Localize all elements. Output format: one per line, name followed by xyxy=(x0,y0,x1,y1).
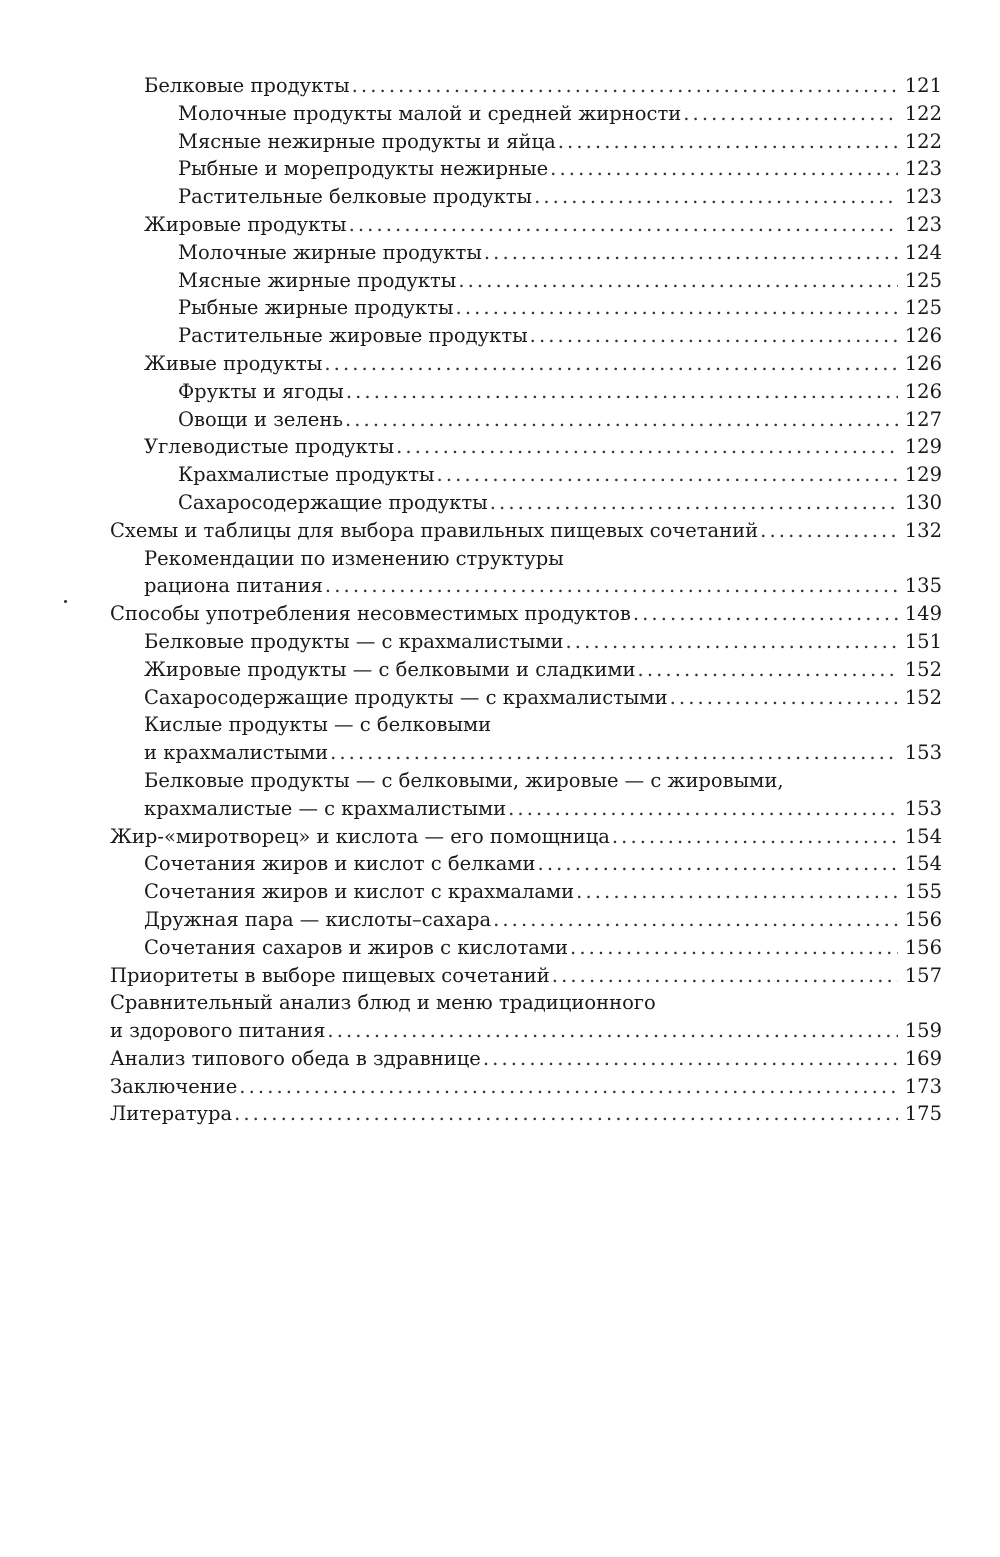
toc-entry-title: Сочетания жиров и кислот с крахмалами xyxy=(144,880,575,904)
toc-entry-line xyxy=(110,823,942,851)
toc-entry-page-number: 135 xyxy=(904,574,942,598)
toc-entry-page-number: 126 xyxy=(904,324,942,348)
toc-entry-page-number: 154 xyxy=(904,852,942,876)
dot-leader xyxy=(456,294,898,322)
toc-entry[interactable] xyxy=(110,600,942,628)
dot-leader xyxy=(396,433,898,461)
toc-entry-page-number: 126 xyxy=(904,379,942,403)
toc-entry-page-number: 149 xyxy=(904,602,942,626)
toc-entry[interactable] xyxy=(110,684,942,712)
toc-entry-line xyxy=(110,1017,942,1045)
toc-entry-page-number: 157 xyxy=(904,963,942,987)
toc-entry[interactable] xyxy=(110,1100,942,1128)
dot-leader xyxy=(534,183,898,211)
toc-entry-line xyxy=(144,628,942,656)
toc-entry-page-number: 153 xyxy=(904,796,942,820)
toc-entry-line xyxy=(178,378,942,406)
dot-leader xyxy=(570,934,898,962)
toc-entry-page-number: 127 xyxy=(904,407,942,431)
toc-entry-line xyxy=(110,517,942,545)
toc-entry-title: Сахаросодержащие продукты xyxy=(178,490,488,514)
toc-entry-line xyxy=(110,1045,942,1073)
toc-entry-line xyxy=(144,878,942,906)
toc-entry-page-number: 159 xyxy=(904,1019,942,1043)
toc-entry[interactable] xyxy=(110,433,942,461)
toc-entry-title: крахмалистые — с крахмалистыми xyxy=(144,796,507,820)
toc-entry-page-number: 132 xyxy=(904,518,942,542)
table-of-contents xyxy=(110,72,942,1128)
dot-leader xyxy=(538,850,898,878)
toc-entry[interactable] xyxy=(110,294,942,322)
dot-leader xyxy=(349,211,898,239)
toc-entry-title: Рыбные жирные продукты xyxy=(178,296,454,320)
toc-entry-title: Сахаросодержащие продукты — с крахмалистыми xyxy=(144,685,668,709)
toc-entry-title: Анализ типового обеда в здравнице xyxy=(110,1046,481,1070)
toc-entry-title: и крахмалистыми xyxy=(144,741,329,765)
dot-leader xyxy=(437,461,898,489)
toc-entry[interactable] xyxy=(110,350,942,378)
toc-entry[interactable] xyxy=(110,489,942,517)
dot-leader xyxy=(493,906,898,934)
dot-leader xyxy=(558,128,898,156)
toc-entry-page-number: 154 xyxy=(904,824,942,848)
toc-entry-page-number: 125 xyxy=(904,268,942,292)
toc-entry[interactable] xyxy=(110,1045,942,1073)
toc-entry-line xyxy=(144,572,942,600)
toc-entry-page-number: 153 xyxy=(904,741,942,765)
dot-leader xyxy=(638,656,898,684)
toc-entry[interactable] xyxy=(110,128,942,156)
toc-entry-page-number: 122 xyxy=(904,101,942,125)
toc-entry-title-line1: Белковые продукты — с белковыми, жировые — с жировыми, xyxy=(144,768,784,792)
toc-entry[interactable] xyxy=(110,656,942,684)
toc-entry-title: Жировые продукты — с белковыми и сладкими xyxy=(144,657,636,681)
toc-entry-page-number: 130 xyxy=(904,490,942,514)
toc-entry-line xyxy=(110,962,942,990)
toc-entry[interactable] xyxy=(110,183,942,211)
toc-entry[interactable] xyxy=(110,406,942,434)
toc-entry[interactable] xyxy=(110,878,942,906)
toc-entry-line xyxy=(144,795,942,823)
toc-entry-line xyxy=(178,239,942,267)
dot-leader xyxy=(330,739,898,767)
toc-entry-page-number: 152 xyxy=(904,657,942,681)
toc-entry[interactable] xyxy=(110,767,942,823)
toc-entry-line xyxy=(144,211,942,239)
dot-leader xyxy=(670,684,898,712)
toc-entry-line xyxy=(178,183,942,211)
toc-entry-title: Сочетания сахаров и жиров с кислотами xyxy=(144,935,569,959)
toc-entry-line xyxy=(144,684,942,712)
toc-entry-title: Жировые продукты xyxy=(144,212,347,236)
dot-leader xyxy=(234,1100,898,1128)
toc-entry[interactable] xyxy=(110,100,942,128)
toc-entry-line xyxy=(144,850,942,878)
toc-entry-page-number: 123 xyxy=(904,157,942,181)
toc-entry-line xyxy=(178,155,942,183)
toc-entry-line xyxy=(178,461,942,489)
toc-entry-page-number: 156 xyxy=(904,935,942,959)
dot-leader xyxy=(508,795,898,823)
toc-entry-page-number: 124 xyxy=(904,240,942,264)
toc-entry[interactable] xyxy=(110,322,942,350)
dot-leader xyxy=(352,72,898,100)
toc-entry[interactable] xyxy=(110,239,942,267)
dot-leader xyxy=(327,1017,898,1045)
dot-leader xyxy=(633,600,898,628)
toc-entry-page-number: 152 xyxy=(904,685,942,709)
toc-entry-page-number: 123 xyxy=(904,212,942,236)
toc-entry-page-number: 122 xyxy=(904,129,942,153)
toc-entry-title: Крахмалистые продукты xyxy=(178,463,435,487)
toc-entry-line xyxy=(178,294,942,322)
toc-entry-line xyxy=(110,1100,942,1128)
toc-entry-line xyxy=(178,128,942,156)
toc-entry-line xyxy=(110,600,942,628)
toc-entry-line xyxy=(178,100,942,128)
dot-leader xyxy=(324,350,898,378)
toc-entry-title: Фрукты и ягоды xyxy=(178,379,344,403)
toc-entry-page-number: 126 xyxy=(904,351,942,375)
toc-entry-title: Мясные жирные продукты xyxy=(178,268,457,292)
toc-entry-title: Жир-«миротворец» и кислота — его помощница xyxy=(110,824,610,848)
dot-leader xyxy=(566,628,899,656)
dot-leader xyxy=(458,267,898,295)
dot-leader xyxy=(550,155,898,183)
toc-entry[interactable] xyxy=(110,962,942,990)
toc-entry-title: Схемы и таблицы для выбора правильных пищевых сочетаний xyxy=(110,518,759,542)
toc-entry-title: Литература xyxy=(110,1102,233,1126)
toc-entry-title: Живые продукты xyxy=(144,351,323,375)
toc-entry-title: Овощи и зелень xyxy=(178,407,343,431)
toc-entry-line xyxy=(178,322,942,350)
toc-entry-title: Способы употребления несовместимых продуктов xyxy=(110,602,631,626)
toc-entry[interactable] xyxy=(110,72,942,100)
toc-entry-page-number: 173 xyxy=(904,1074,942,1098)
toc-entry[interactable] xyxy=(110,823,942,851)
dot-leader xyxy=(345,406,898,434)
dot-leader xyxy=(484,239,898,267)
toc-entry-title: Молочные жирные продукты xyxy=(178,240,482,264)
toc-entry[interactable] xyxy=(110,711,942,767)
dot-leader xyxy=(612,823,898,851)
toc-entry-title: Рыбные и морепродукты нежирные xyxy=(178,157,549,181)
toc-entry-line xyxy=(178,406,942,434)
toc-entry-page-number: 151 xyxy=(904,629,942,653)
dot-leader xyxy=(760,517,898,545)
toc-entry[interactable] xyxy=(110,1073,942,1101)
dot-leader xyxy=(683,100,898,128)
toc-entry-title: Белковые продукты xyxy=(144,74,350,97)
toc-entry-title: Мясные нежирные продукты и яйца xyxy=(178,129,556,153)
toc-entry[interactable] xyxy=(110,267,942,295)
dot-leader xyxy=(483,1045,898,1073)
dot-leader xyxy=(346,378,898,406)
toc-entry-title: Заключение xyxy=(110,1074,238,1098)
toc-entry-page-number: 155 xyxy=(904,880,942,904)
dot-leader xyxy=(239,1073,898,1101)
toc-entry[interactable] xyxy=(110,934,942,962)
toc-entry[interactable] xyxy=(110,461,942,489)
dot-leader xyxy=(325,572,898,600)
toc-entry-line xyxy=(144,739,942,767)
toc-entry-title-line1: Сравнительный анализ блюд и меню традиционного xyxy=(110,991,656,1015)
toc-entry-line xyxy=(144,934,942,962)
toc-entry-line xyxy=(178,489,942,517)
toc-entry-page-number: 121 xyxy=(904,74,942,97)
toc-entry-title: Молочные продукты малой и средней жирности xyxy=(178,101,682,125)
toc-entry[interactable] xyxy=(110,906,942,934)
toc-entry-title: Сочетания жиров и кислот с белками xyxy=(144,852,536,876)
toc-entry-line xyxy=(178,267,942,295)
toc-entry-line xyxy=(144,72,942,100)
dot-leader xyxy=(490,489,898,517)
toc-entry[interactable] xyxy=(110,545,942,601)
toc-entry-page-number: 175 xyxy=(904,1102,942,1126)
toc-entry-title: Растительные белковые продукты xyxy=(178,185,533,209)
print-speck xyxy=(64,600,67,603)
toc-entry[interactable] xyxy=(110,850,942,878)
toc-entry-line xyxy=(144,433,942,461)
toc-entry-line xyxy=(144,350,942,378)
toc-entry-title: Дружная пара — кислоты–сахара xyxy=(144,907,492,931)
toc-entry-title: Приоритеты в выборе пищевых сочетаний xyxy=(110,963,550,987)
toc-entry-title-line1: Рекомендации по изменению структуры xyxy=(144,546,564,570)
toc-entry[interactable] xyxy=(110,989,942,1045)
toc-entry-title: Растительные жировые продукты xyxy=(178,324,528,348)
toc-entry[interactable] xyxy=(110,211,942,239)
toc-entry-page-number: 129 xyxy=(904,435,942,459)
toc-entry[interactable] xyxy=(110,517,942,545)
toc-entry-page-number: 123 xyxy=(904,185,942,209)
toc-entry-title: рациона питания xyxy=(144,574,323,598)
toc-entry-page-number: 169 xyxy=(904,1046,942,1070)
toc-entry[interactable] xyxy=(110,155,942,183)
toc-entry-title: Белковые продукты — с крахмалистыми xyxy=(144,629,564,653)
toc-entry-line xyxy=(110,1073,942,1101)
toc-entry-title-line1: Кислые продукты — с белковыми xyxy=(144,713,492,737)
toc-entry[interactable] xyxy=(110,378,942,406)
dot-leader xyxy=(552,962,898,990)
dot-leader xyxy=(576,878,898,906)
toc-entry[interactable] xyxy=(110,628,942,656)
toc-entry-page-number: 156 xyxy=(904,907,942,931)
toc-entry-line xyxy=(144,656,942,684)
dot-leader xyxy=(530,322,898,350)
toc-entry-page-number: 129 xyxy=(904,463,942,487)
toc-entry-title: и здорового питания xyxy=(110,1019,326,1043)
toc-entry-page-number: 125 xyxy=(904,296,942,320)
toc-entry-line xyxy=(144,906,942,934)
toc-entry-title: Углеводистые продукты xyxy=(144,435,395,459)
